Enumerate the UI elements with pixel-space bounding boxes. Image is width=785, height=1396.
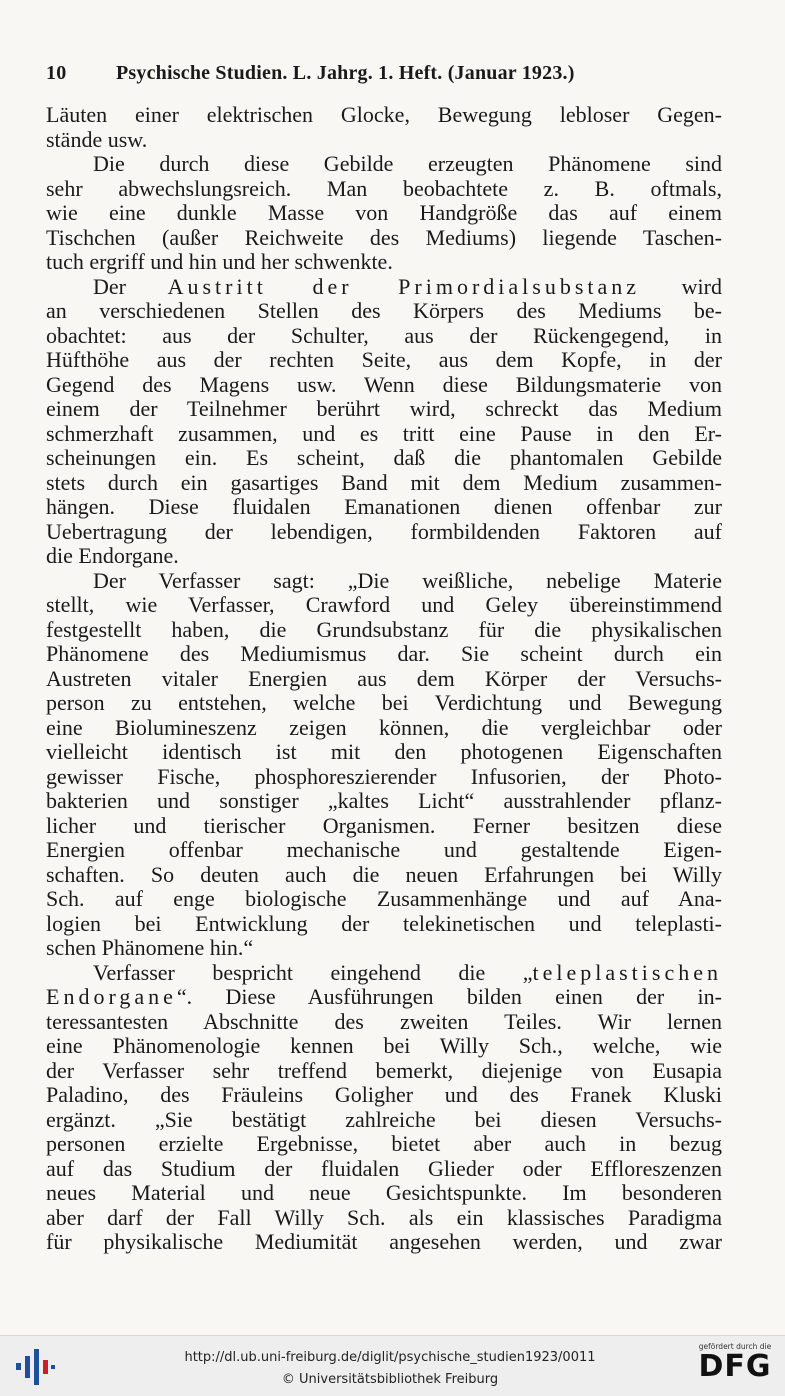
text-line: Tischchen (außer Reichweite des Mediums) liegende Taschen- [46, 225, 722, 250]
text-line: für physikalische Mediumität angesehen werden, und zwar [46, 1230, 722, 1254]
text-line: obachtet: aus der Schulter, aus der Rückengegend, in [46, 323, 722, 348]
text-line: Gegend des Magens usw. Wenn diese Bildungsmaterie von [46, 372, 722, 397]
page-number: 10 [46, 62, 67, 84]
text-line: licher und tierischer Organismen. Ferner besitzen diese [46, 813, 722, 838]
text-line: schmerzhaft zusammen, und es tritt eine Pause in den Er- [46, 421, 722, 446]
text-line: schaften. So deuten auch die neuen Erfahrungen bei Willy [46, 862, 722, 887]
text-line: Die durch diese Gebilde erzeugten Phänomene sind [93, 152, 722, 176]
text-line: der Verfasser sehr treffend bemerkt, diejenige von Eusapia [46, 1058, 722, 1083]
text-line: hängen. Diese fluidalen Emanationen dienen offenbar zur [46, 495, 722, 519]
text-segment: Verfasser bespricht eingehend die „ [93, 960, 533, 985]
text-line [46, 961, 722, 986]
running-title: Psychische Studien. L. Jahrg. 1. Heft. (Januar 1923.) [116, 62, 575, 84]
spaced-emphasis: teleplastischen [532, 960, 722, 985]
text-line: ergänzt. „Sie bestätigt zahlreiche bei diesen Versuchs- [46, 1107, 722, 1132]
text-line: Uebertragung der lebendigen, formbildenden Faktoren auf [46, 519, 722, 544]
dfg-funding-label: gefördert durch die [698, 1342, 772, 1351]
source-url[interactable]: http://dl.ub.uni-freiburg.de/diglit/psychische_studien1923/0011 [184, 1350, 596, 1365]
text-line: Paladino, des Fräuleins Goligher und des Franek Kluski [46, 1083, 722, 1107]
text-line [46, 985, 722, 1010]
text-line: neues Material und neue Gesichtspunkte. Im besonderen [46, 1181, 722, 1205]
footer-bar [0, 1335, 785, 1396]
text-line: schen Phänomene hin.“ [46, 936, 254, 960]
spaced-emphasis: Austritt der Primordialsubstanz [167, 274, 641, 299]
text-line: scheinungen ein. Es scheint, daß die phantomalen Gebilde [46, 446, 722, 470]
text-line: aber darf der Fall Willy Sch. als ein klassisches Paradigma [46, 1205, 722, 1230]
text-line: stände usw. [46, 127, 148, 152]
text-line: logien bei Entwicklung der telekinetischen und teleplasti- [46, 911, 722, 936]
text-line: Sch. auf enge biologische Zusammenhänge und auf Ana- [46, 887, 722, 911]
text-line: Phänomene des Mediumismus dar. Sie scheint durch ein [46, 642, 722, 666]
running-header [46, 62, 721, 85]
body-text [46, 103, 722, 1255]
text-segment: “. Diese Ausführungen bilden einen der in- [176, 985, 722, 1009]
text-line: personen erzielte Ergebnisse, bietet aber auch in bezug [46, 1132, 722, 1156]
text-line: einem der Teilnehmer berührt wird, schreckt das Medium [46, 397, 722, 421]
text-line: wie eine dunkle Masse von Handgröße das auf einem [46, 201, 722, 225]
text-segment: wird [640, 274, 722, 299]
text-line: gewisser Fische, phosphoreszierender Infusorien, der Photo- [46, 764, 722, 789]
text-line: bakterien und sonstiger „kaltes Licht“ ausstrahlender pflanz- [46, 789, 722, 813]
text-line: stellt, wie Verfasser, Crawford und Geley übereinstimmend [46, 593, 722, 617]
text-line: festgestellt haben, die Grundsubstanz für die physikalischen [46, 617, 722, 642]
text-line: auf das Studium der fluidalen Glieder oder Effloreszenzen [46, 1156, 722, 1181]
text-line: Hüfthöhe aus der rechten Seite, aus dem Kopfe, in der [46, 348, 722, 372]
text-line: sehr abwechslungsreich. Man beobachtete z. B. oftmals, [46, 176, 722, 201]
spaced-emphasis: Endorgane [46, 985, 177, 1009]
text-segment: Der [93, 274, 168, 299]
text-line: vielleicht identisch ist mit den photogenen Eigenschaften [46, 740, 722, 764]
text-line: person zu entstehen, welche bei Verdichtung und Bewegung [46, 691, 722, 715]
dfg-logo-text: DFG [698, 1349, 772, 1384]
text-line [46, 275, 722, 300]
text-line: Der Verfasser sagt: „Die weißliche, nebelige Materie [93, 568, 722, 593]
copyright-notice: © Universitätsbibliothek Freiburg [281, 1372, 499, 1387]
text-line: die Endorgane. [46, 544, 179, 568]
text-line: tuch ergriff und hin und her schwenkte. [46, 250, 393, 274]
text-line: teressantesten Abschnitte des zweiten Teiles. Wir lernen [46, 1009, 722, 1034]
ub-freiburg-logo-icon [16, 1346, 56, 1388]
text-line: Läuten einer elektrischen Glocke, Bewegung lebloser Gegen- [46, 103, 722, 127]
text-line: stets durch ein gasartiges Band mit dem Medium zusammen- [46, 470, 722, 495]
text-line: eine Biolumineszenz zeigen können, die vergleichbar oder [46, 715, 722, 740]
text-line: Energien offenbar mechanische und gestaltende Eigen- [46, 838, 722, 862]
dfg-logo [692, 1342, 778, 1390]
text-line: an verschiedenen Stellen des Körpers des Mediums be- [46, 299, 722, 323]
text-line: eine Phänomenologie kennen bei Willy Sch., welche, wie [46, 1034, 722, 1058]
text-line: Austreten vitaler Energien aus dem Körper der Versuchs- [46, 666, 722, 691]
